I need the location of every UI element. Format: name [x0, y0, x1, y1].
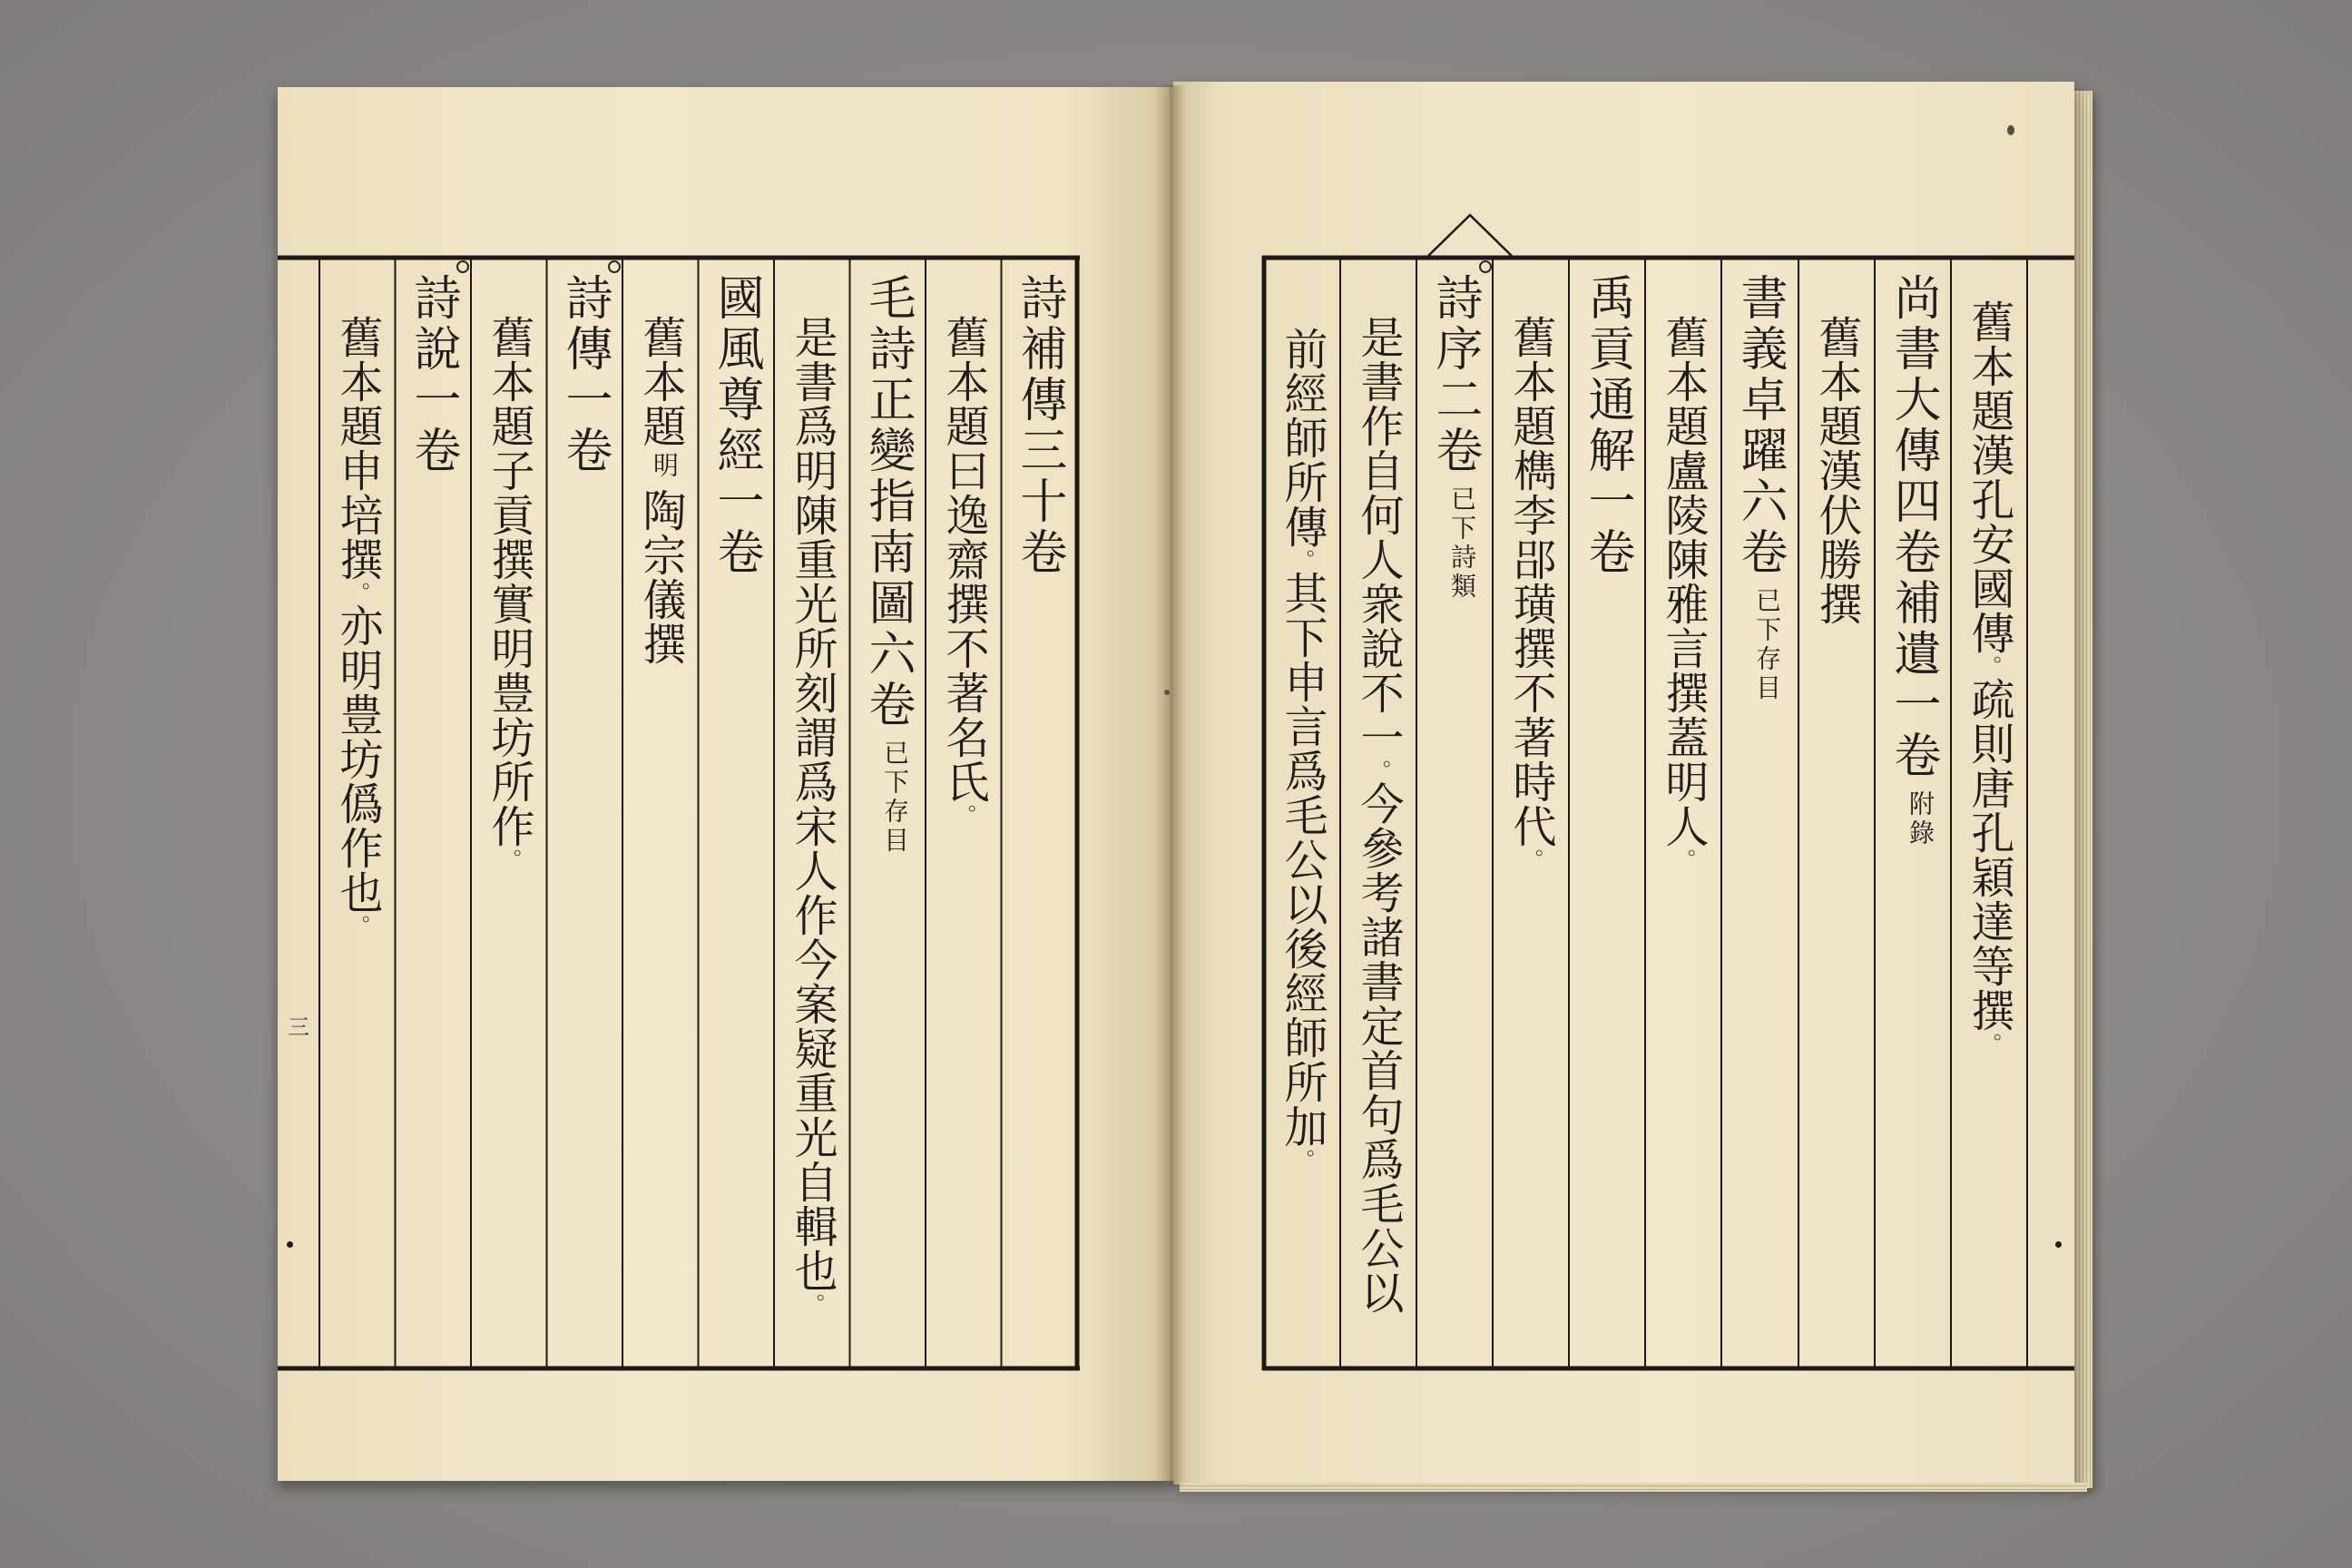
entry-note: [319, 315, 396, 936]
title-text: 詩說一卷: [406, 273, 460, 476]
title-annotation: 已下詩類: [1447, 485, 1477, 602]
title-text: 詩傳一卷: [557, 273, 612, 476]
punctuation-circle: 。: [951, 804, 976, 826]
note-text: 舊本題: [635, 315, 686, 448]
entry-note: [1340, 315, 1416, 1315]
entry-title: [1569, 273, 1645, 578]
entry-title: [1721, 273, 1798, 703]
entry-title: [698, 273, 774, 578]
punctuation-circle: 。: [799, 1293, 825, 1315]
page-stack-edge: [2073, 91, 2092, 1488]
entry-note: [1645, 315, 1721, 870]
note-annotation: 明: [650, 452, 680, 481]
entry-note: [1264, 327, 1340, 1171]
entry-note: [1493, 315, 1569, 870]
punctuation-circle: 。: [1289, 549, 1315, 571]
title-circle-mark: [1479, 260, 1492, 273]
title-text: 尚書大傳四卷補遺一卷: [1886, 273, 1940, 781]
punctuation-circle: 。: [496, 848, 522, 870]
note-text: 前經師所傳。其下申言爲毛公以後經師所加。: [1277, 327, 1328, 1171]
note-text: 舊本題盧陵陳雅言撰蓋明人。: [1658, 315, 1709, 870]
title-text: 詩補傳三十卷: [1012, 273, 1066, 578]
entry-title: [1001, 273, 1077, 578]
punctuation-circle: 。: [1976, 1033, 2002, 1054]
title-text: 書義卓躍六卷: [1732, 273, 1787, 578]
punctuation-circle: 。: [1976, 655, 2002, 677]
entry-note: [1798, 315, 1875, 626]
punctuation-circle: 。: [1671, 848, 1696, 870]
entry-title: [395, 273, 471, 476]
title-annotation: 附錄: [1906, 790, 1936, 848]
title-text: 國風尊經一卷: [709, 273, 763, 578]
punctuation-circle: 。: [1518, 848, 1544, 870]
title-annotation: 已下存目: [880, 740, 910, 856]
entry-title: [546, 273, 622, 476]
binding-hole: [1164, 690, 1170, 695]
note-text: 舊本題申培撰。亦明豊坊僞作也。: [332, 315, 383, 936]
note-text: 陶宗儀撰: [635, 488, 686, 666]
title-circle-mark: [456, 260, 469, 273]
entry-note: [471, 315, 547, 870]
entry-title: [1875, 273, 1951, 848]
entry-note: [926, 315, 1002, 826]
note-text: 舊本題漢伏勝撰: [1811, 315, 1862, 626]
punctuation-circle: 。: [345, 582, 370, 603]
entry-note: [1951, 299, 2027, 1054]
ink-spot: [2007, 125, 2014, 135]
banxin-dot: [2055, 1241, 2062, 1248]
punctuation-circle: 。: [1289, 1149, 1315, 1171]
title-text: 詩序二卷: [1427, 273, 1482, 476]
entry-title: [1416, 273, 1493, 602]
page-stack-bottom: [1180, 1483, 2087, 1492]
title-circle-mark: [608, 260, 621, 273]
note-text: 舊本題曰逸齋撰不著名氏。: [938, 315, 989, 826]
book-spine: [1154, 85, 1185, 1486]
page-number: 三: [288, 1014, 309, 1040]
note-text: 是書爲明陳重光所刻謂爲宋人作今案疑重光自輯也。: [787, 315, 838, 1315]
entry-note: [622, 315, 699, 666]
title-text: 禹貢通解一卷: [1580, 273, 1634, 578]
note-text: 舊本題子貢撰實明豊坊所作。: [484, 315, 534, 870]
banxin-dot: [287, 1241, 293, 1248]
punctuation-circle: 。: [345, 915, 370, 936]
punctuation-circle: 。: [1366, 760, 1391, 781]
title-annotation: 已下存目: [1752, 587, 1782, 703]
title-text: 毛詩正變指南圖六卷: [860, 273, 915, 730]
entry-note: [774, 315, 850, 1315]
note-text: 舊本題檇李郘璜撰不著時代。: [1505, 315, 1556, 870]
entry-title: [849, 273, 926, 856]
note-text: 舊本題漢孔安國傳。疏則唐孔穎達等撰。: [1964, 299, 2014, 1054]
note-text: 是書作自何人衆說不一。今參考諸書定首句爲毛公以: [1353, 315, 1404, 1315]
